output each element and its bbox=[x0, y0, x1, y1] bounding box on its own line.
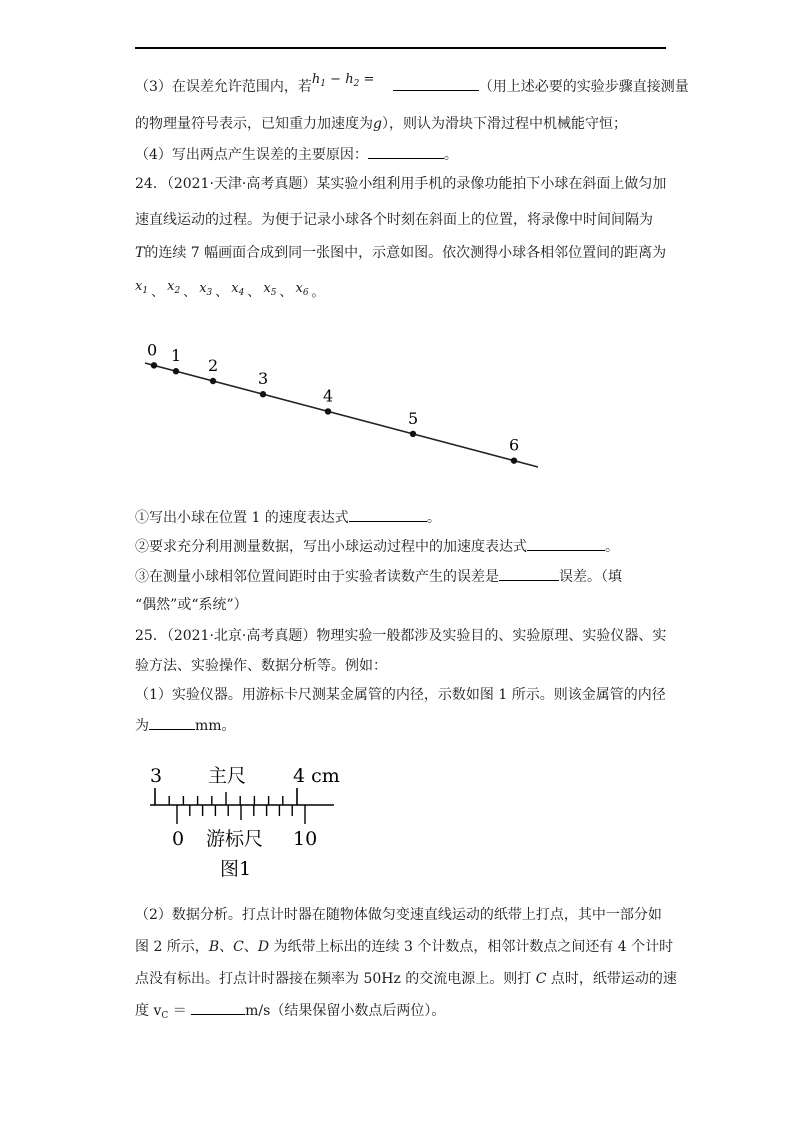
distance-separator: 、 bbox=[279, 285, 293, 300]
distance-x3: $x_3$ bbox=[199, 281, 213, 298]
ball-label-5: 5 bbox=[408, 408, 419, 428]
ball-position-1 bbox=[173, 368, 179, 374]
ball-label-2: 2 bbox=[208, 355, 219, 375]
q24-q1: ①写出小球在位置 1 的速度表达式 。 bbox=[135, 507, 441, 528]
q23-part3-line1 bbox=[135, 72, 689, 102]
main-scale-right-number: 4 cm bbox=[293, 765, 340, 787]
q24-line3: T的连续 7 幅画面合成到同一张图中，示意如图。依次测得小球各相邻位置间的距离为 bbox=[135, 245, 667, 261]
q25-p1-line1: （1）实验仪器。用游标卡尺测某金属管的内径，示数如图 1 所示。则该金属管的内径 bbox=[135, 687, 666, 703]
q23-p3-suffix: （用上述必要的实验步骤直接测量 bbox=[478, 79, 689, 95]
distance-separator: 、 bbox=[247, 285, 261, 300]
q24-q2-answer-blank[interactable] bbox=[527, 536, 605, 551]
q25-p2-line2: 图 2 所示，B、C、D 为纸带上标出的连续 3 个计数点，相邻计数点之间还有 4 个计时 bbox=[135, 939, 674, 955]
distance-x5: $x_5$ bbox=[263, 281, 277, 298]
q25-p2-answer-blank[interactable] bbox=[191, 1000, 245, 1015]
distance-x1: $x_1$ bbox=[135, 279, 149, 296]
distance-separator: 、 bbox=[215, 285, 229, 300]
incline-line bbox=[145, 363, 538, 467]
ball-position-2 bbox=[210, 378, 216, 384]
q24-line1: 24．（2021·天津·高考真题）某实验小组利用手机的录像功能拍下小球在斜面上做匀加 bbox=[135, 176, 667, 192]
ball-position-5 bbox=[410, 431, 416, 437]
distance-separator: 、 bbox=[151, 285, 165, 300]
distance-x2: $x_2$ bbox=[167, 279, 181, 296]
main-scale-label: 主尺 bbox=[208, 765, 247, 787]
q23-p3-prefix: （3）在误差允许范围内，若 bbox=[135, 79, 312, 95]
q24-line2: 速直线运动的过程。为便于记录小球各个时刻在斜面上的位置，将录像中时间间隔为 bbox=[135, 212, 653, 228]
q25-line1: 25．（2021·北京·高考真题）物理实验一般都涉及实验目的、实验原理、实验仪器、实 bbox=[135, 628, 667, 644]
ball-label-6: 6 bbox=[509, 435, 520, 455]
q25-p2-line1: （2）数据分析。打点计时器在随物体做匀变速直线运动的纸带上打点，其中一部分如 bbox=[135, 907, 662, 923]
vernier-right-number: 10 bbox=[293, 828, 318, 850]
ball-position-0 bbox=[151, 362, 157, 368]
top-rule bbox=[135, 47, 666, 49]
q24-distances bbox=[135, 279, 328, 307]
distance-separator: 。 bbox=[311, 285, 325, 300]
q25-p2-line4: 度 $v_C = m/s$（结果保留小数点后两位）。 bbox=[135, 1000, 445, 1026]
vernier-left-number: 0 bbox=[172, 828, 185, 850]
q23-p3-answer-blank[interactable] bbox=[393, 76, 479, 91]
distance-x6: $x_6$ bbox=[295, 281, 309, 298]
main-scale-left-number: 3 bbox=[150, 765, 163, 787]
ball-position-4 bbox=[325, 408, 331, 414]
q24-q3-line2: “偶然”或“系统”） bbox=[135, 597, 248, 613]
q23-part4: （4）写出两点产生误差的主要原因： 。 bbox=[135, 144, 458, 165]
ball-position-6 bbox=[511, 457, 517, 463]
q24-q1-answer-blank[interactable] bbox=[349, 507, 427, 522]
q25-p2-line3: 点没有标出。打点计时器接在频率为 50Hz 的交流电源上。则打 C 点时，纸带运动的速 bbox=[135, 971, 677, 987]
figure-caption: 图1 bbox=[220, 858, 252, 880]
vernier-label: 游标尺 bbox=[206, 828, 264, 850]
q24-q3-answer-blank[interactable] bbox=[499, 566, 559, 581]
q23-part3-line2: 的物理量符号表示，已知重力加速度为g），则认为滑块下滑过程中机械能守恒； bbox=[135, 116, 627, 132]
ball-label-3: 3 bbox=[258, 369, 269, 389]
q23-expression: $h_1 - h_2$ = bbox=[311, 72, 375, 89]
q24-q3: ③在测量小球相邻位置间距时由于实验者读数产生的误差是 误差。（填 bbox=[135, 566, 622, 587]
ball-label-1: 1 bbox=[171, 346, 182, 366]
q23-p4-answer-blank[interactable] bbox=[368, 144, 444, 159]
ball-label-4: 4 bbox=[323, 386, 334, 406]
vernier-caliper-figure bbox=[140, 760, 350, 885]
distance-x4: $x_4$ bbox=[231, 281, 245, 298]
distance-separator: 、 bbox=[183, 285, 197, 300]
q25-p1-answer-blank[interactable] bbox=[149, 715, 195, 730]
q25-p1-line2: 为 mm。 bbox=[135, 715, 236, 736]
inclined-plane-figure bbox=[130, 335, 550, 480]
ball-position-3 bbox=[260, 391, 266, 397]
ball-label-0: 0 bbox=[147, 340, 158, 360]
q24-q2: ②要求充分利用测量数据，写出小球运动过程中的加速度表达式 。 bbox=[135, 536, 619, 557]
q25-line2: 验方法、实验操作、数据分析等。例如： bbox=[135, 658, 387, 674]
q24-distance-list bbox=[135, 279, 328, 300]
